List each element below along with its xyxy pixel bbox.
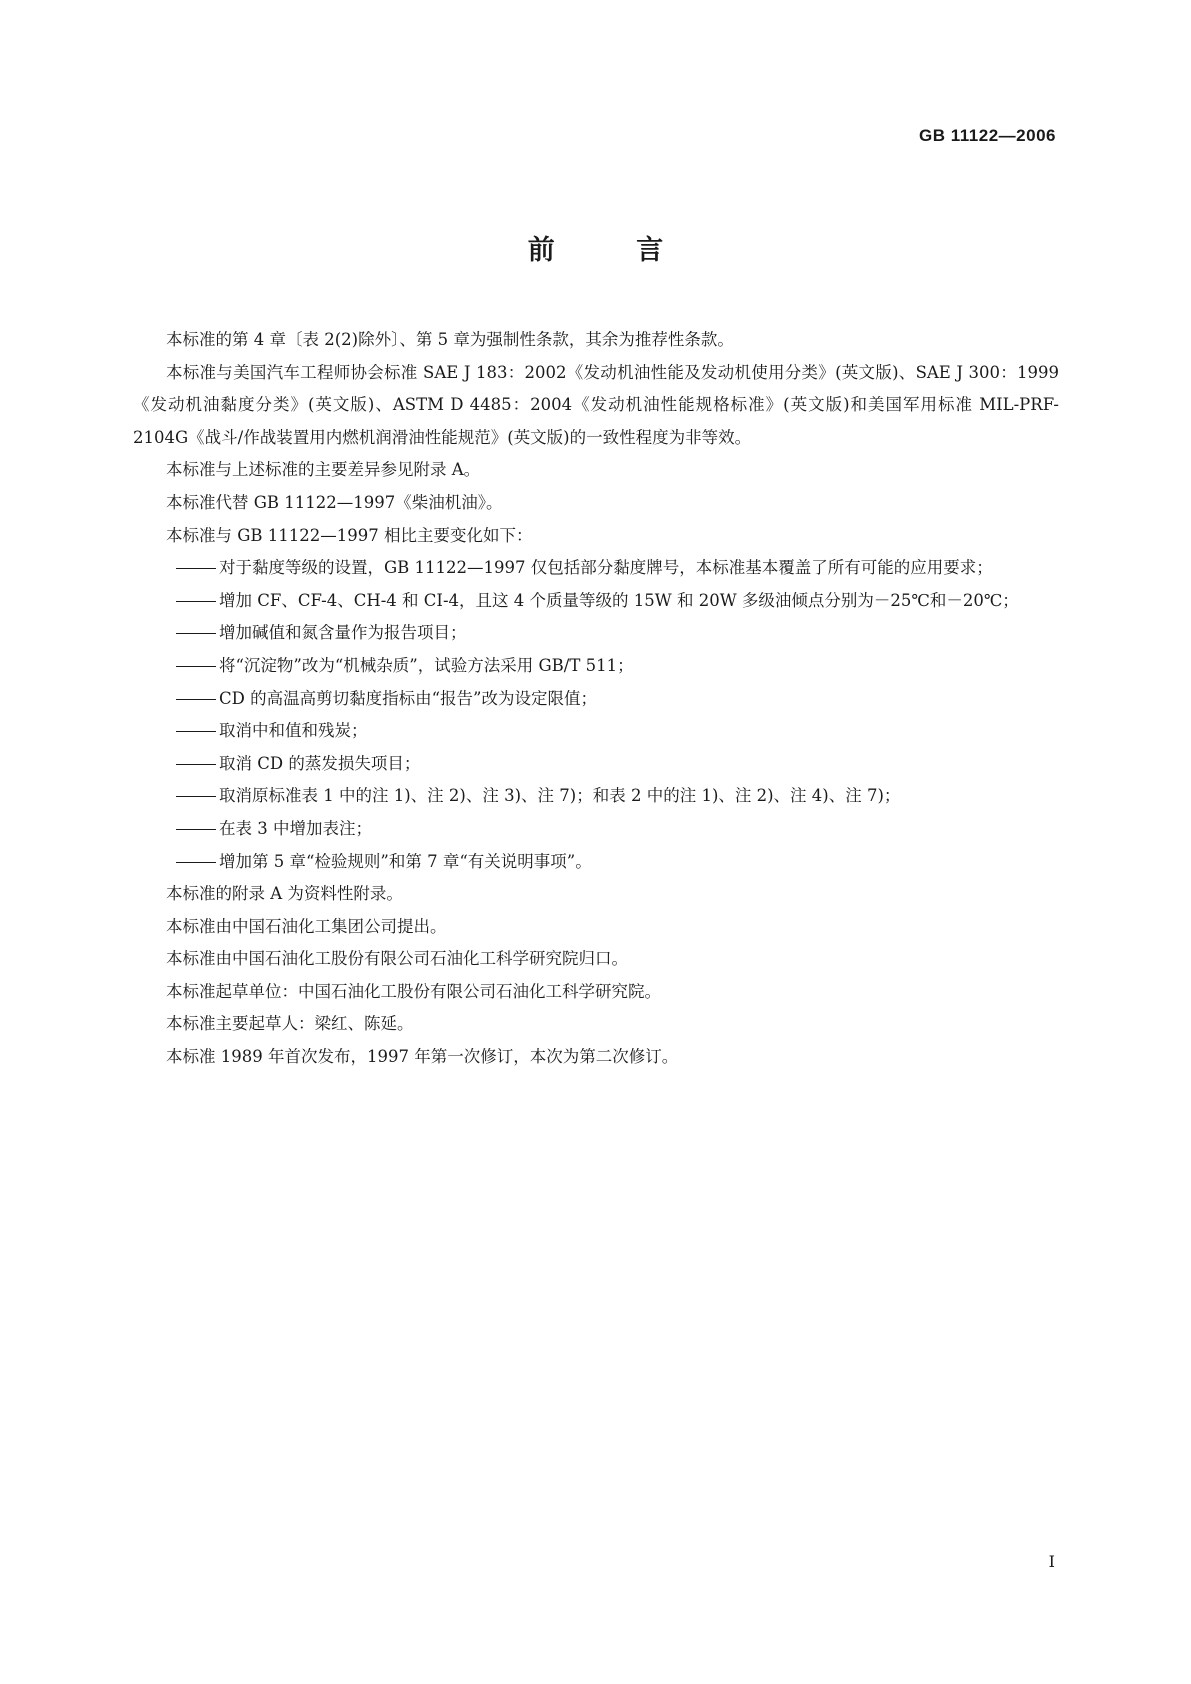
dash-marker [176, 829, 216, 830]
list-item [133, 813, 1059, 846]
dash-marker [176, 764, 216, 765]
paragraph: 本标准与美国汽车工程师协会标准 SAE J 183：2002《发动机油性能及发动机使用分类》(英文版)、SAE J 300：1999《发动机油黏度分类》(英文版)、ASTM D 4485：2004《发动机油性能规格标准》(英文版)和美国军用标准 MIL-PRF-2104G《战斗/作战装置用内燃机润滑油性能规范》(英文版)的一致性程度为非等效。 [133, 362, 1059, 447]
list-item-text: 增加第 5 章“检验规则”和第 7 章“有关说明事项”。 [219, 851, 592, 871]
dash-marker [176, 699, 216, 700]
paragraph: 本标准主要起草人：梁红、陈延。 [166, 1014, 414, 1034]
change-list [133, 552, 1059, 878]
list-item-text: 取消 CD 的蒸发损失项目； [219, 753, 421, 773]
paragraph: 本标准起草单位：中国石油化工股份有限公司石油化工科学研究院。 [166, 981, 661, 1001]
page-title: 前 言 [527, 235, 700, 266]
list-item [133, 650, 1059, 683]
list-item-text: 取消原标准表 1 中的注 1)、注 2)、注 3)、注 7)；和表 2 中的注 1)、注 2)、注 4)、注 7)； [219, 786, 901, 806]
list-item-text: 在表 3 中增加表注； [219, 818, 372, 838]
list-item-text: 将“沉淀物”改为“机械杂质”，试验方法采用 GB/T 511； [219, 655, 634, 675]
list-item-text: 取消中和值和残炭； [219, 721, 368, 741]
list-item [133, 846, 1059, 879]
paragraph: 本标准代替 GB 11122—1997《柴油机油》。 [166, 492, 503, 512]
paragraph: 本标准由中国石油化工股份有限公司石油化工科学研究院归口。 [166, 949, 628, 969]
list-item-text: 对于黏度等级的设置，GB 11122—1997 仅包括部分黏度牌号，本标准基本覆盖了所有可能的应用要求； [219, 558, 993, 578]
list-item [133, 780, 1059, 813]
dash-marker [176, 633, 216, 634]
list-item [133, 585, 1059, 618]
list-item-text: 增加碱值和氮含量作为报告项目； [219, 623, 467, 643]
document-code: GB 11122—2006 [919, 126, 1056, 145]
dash-marker [176, 731, 216, 732]
list-item [133, 552, 1059, 585]
paragraph: 本标准的附录 A 为资料性附录。 [166, 884, 403, 904]
list-item [133, 748, 1059, 781]
list-item [133, 715, 1059, 748]
paragraph: 本标准 1989 年首次发布，1997 年第一次修订，本次为第二次修订。 [166, 1047, 679, 1067]
dash-marker [176, 666, 216, 667]
dash-marker [176, 862, 216, 863]
paragraph: 本标准与 GB 11122—1997 相比主要变化如下： [166, 525, 533, 545]
dash-marker [176, 568, 216, 569]
list-item [133, 617, 1059, 650]
list-item-text: 增加 CF、CF-4、CH-4 和 CI-4，且这 4 个质量等级的 15W 和 20W 多级油倾点分别为－25℃和－20℃； [219, 590, 1019, 610]
paragraph: 本标准与上述标准的主要差异参见附录 A。 [166, 460, 481, 480]
paragraph: 本标准的第 4 章〔表 2(2)除外〕、第 5 章为强制性条款，其余为推荐性条款。 [166, 330, 734, 349]
dash-marker [176, 796, 216, 797]
list-item-text: CD 的高温高剪切黏度指标由“报告”改为设定限值； [219, 688, 597, 708]
dash-marker [176, 601, 216, 602]
foreword-body [133, 324, 1059, 1074]
page-number: I [1048, 1552, 1055, 1571]
list-item [133, 683, 1059, 716]
paragraph: 本标准由中国石油化工集团公司提出。 [166, 916, 447, 936]
